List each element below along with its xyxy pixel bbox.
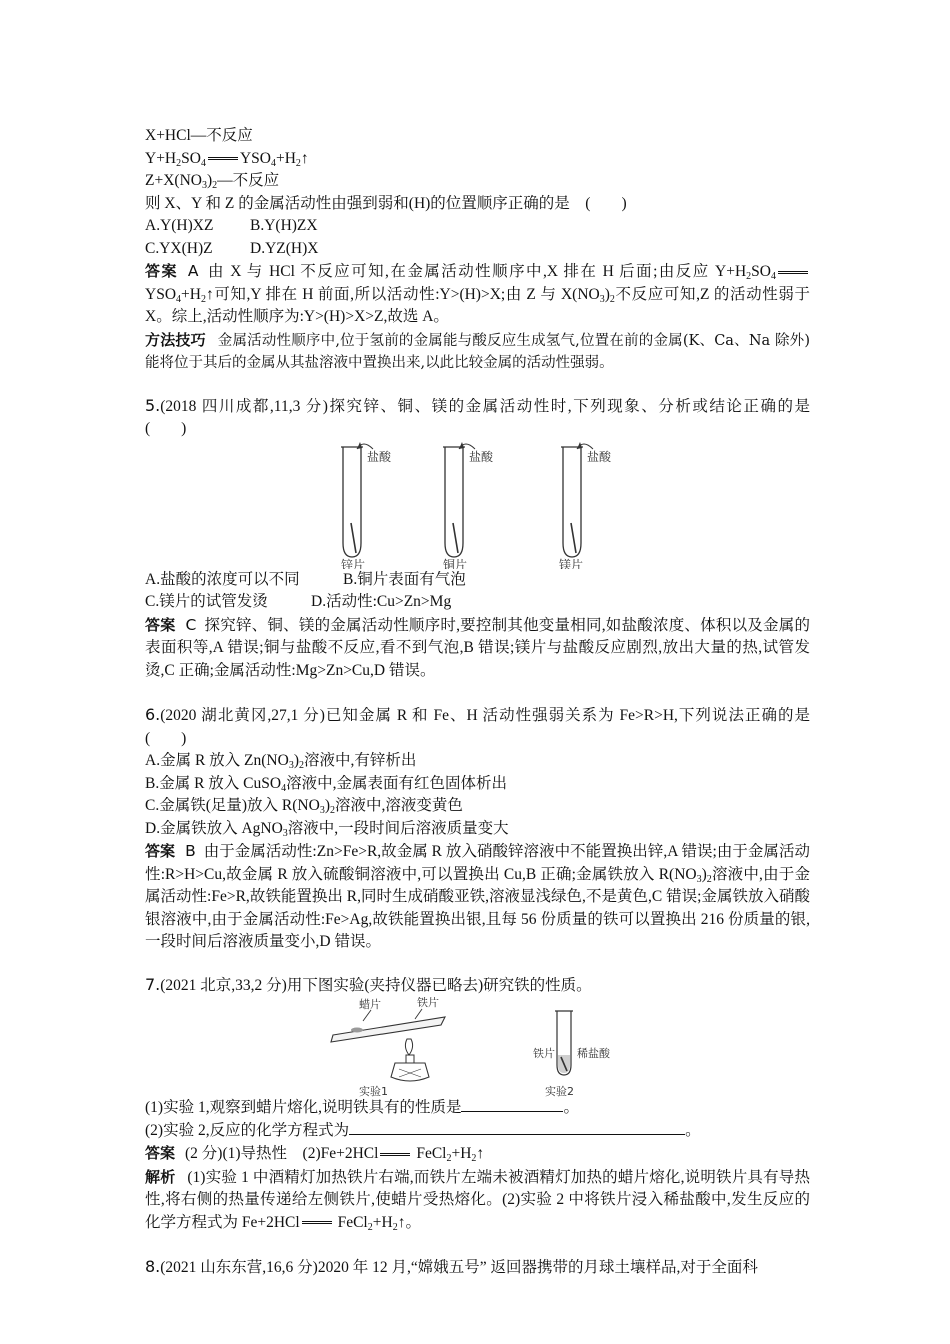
wax-label: 蜡片 xyxy=(359,998,381,1011)
options-row-1 xyxy=(145,215,810,238)
question-stem: 5.(2018 四川成都,11,3 分)探究锌、铜、镁的金属活动性时,下列现象、分析或结论正确的是 ( ) xyxy=(145,395,826,437)
options-row-2 xyxy=(145,591,810,614)
magnesium-label: 镁片 xyxy=(559,557,584,569)
analysis-label: 解析 xyxy=(145,1167,176,1186)
test-tube-magnesium xyxy=(559,442,612,569)
answer-block: 答案 (2 分)(1)导热性 (2)Fe+2HCl $FeCl_2+H_2↑$ xyxy=(145,1144,485,1164)
option-a: A.Y(H)XZ xyxy=(145,217,214,234)
copper-label: 铜片 xyxy=(443,557,468,569)
experiment-figure xyxy=(145,997,810,1097)
option-c: C.金属铁(足量)放入 $R(NO_3)_2$溶液中,溶液变黄色 xyxy=(145,797,463,816)
exp1-label: 实验1 xyxy=(359,1085,388,1097)
tip-label: 方法技巧 xyxy=(145,330,206,349)
iron-sheet-label: 铁片 xyxy=(417,997,439,1009)
question-number: 8. xyxy=(145,1257,161,1276)
method-tip: 方法技巧 金属活动性顺序中,位于氢前的金属能与酸反应生成氢气,位置在前的金属(K、Ca、Na 除外)能将位于其后的金属从其盐溶液中置换出来,以此比较金属的活动性强弱。 xyxy=(145,330,810,371)
acid-label: 盐酸 xyxy=(367,449,392,464)
acid-label: 盐酸 xyxy=(469,449,494,464)
question-stem: 则 X、Y 和 Z 的金属活动性由强到弱和(H)的位置顺序正确的是 ( ) xyxy=(145,194,627,212)
sub-question-2: (2)实验 2,反应的化学方程式为 。 xyxy=(145,1121,701,1139)
question-8 xyxy=(145,1256,810,1280)
answer-label: 答案 xyxy=(145,842,176,860)
test-tubes-diagram xyxy=(145,441,810,569)
acid-label: 盐酸 xyxy=(587,449,612,464)
option-c: C.YX(H)Z xyxy=(145,239,213,257)
question-7 xyxy=(145,974,810,1235)
experiment-1 xyxy=(331,997,445,1097)
answer-block: 答案 B 由于金属活动性:Zn>Fe>R,故金属 R 放入硝酸锌溶液中不能置换出锌,A 错误;由于金属活动性:R>H>Cu,故金属 R 放入硫酸铜溶液中,可以置换出 Cu,B 正确;金属铁放入 $R(NO_3)_2$溶液中,由于金属活动性:Fe>R,故铁能置换出 R,同时生成硝酸亚铁,溶液显浅绿色,不是黄色,C 错误;金属铁放入硝酸银溶液中,由于金属活动性:Fe>Ag,故铁能置换出银,且每 56 份质量的铁可以置换出 216 份质量的银,一段时间后溶液质量变小,D 错误。 xyxy=(145,842,810,950)
question-source: (2020 湖北黄冈,27,1 分) xyxy=(160,707,325,724)
option-b: B.Y(H)ZX xyxy=(250,217,318,234)
answer-label: 答案 xyxy=(145,1144,176,1162)
answer-label: 答案 xyxy=(145,615,176,634)
answer-blank-1[interactable] xyxy=(461,1097,563,1112)
option-d: D.YZ(H)X xyxy=(250,239,319,257)
dilute-acid-label: 稀盐酸 xyxy=(577,1047,610,1060)
question-source: (2021 北京,33,2 分) xyxy=(160,976,287,994)
question-6 xyxy=(145,704,826,954)
question-4 xyxy=(145,125,810,375)
test-tube-copper xyxy=(443,442,494,569)
answer-letter: A xyxy=(187,262,199,280)
reaction-line-2: $Y+H_2SO_4$ $YSO_4+H_2↑$ xyxy=(145,149,309,169)
test-tube-figure xyxy=(145,441,810,569)
answer-block: 答案 C 探究锌、铜、镁的金属活动性顺序时,要控制其他变量相同,如盐酸浓度、体积以及金属的表面积等,A 错误;铜与盐酸不反应,看不到气泡,B 错误;镁片与盐酸反应剧烈,放出大量的热,试管发烫,C 正确;金属活动性:Mg>Zn>Cu,D 错误。 xyxy=(145,615,810,679)
question-number: 6. xyxy=(145,705,161,724)
question-number: 5. xyxy=(145,395,161,415)
sub-question-1: (1)实验 1,观察到蜡片熔化,说明铁具有的性质是 。 xyxy=(145,1099,579,1116)
options-row-2 xyxy=(145,238,810,261)
analysis-block: 解析 (1)实验 1 中酒精灯加热铁片右端,而铁片左端未被酒精灯加热的蜡片熔化,说明铁片具有导热性,将右侧的热量传递给左侧铁片,使蜡片受热熔化。(2)实验 2 中将铁片浸入稀盐酸中,发生反应的化学方程式为 Fe+2HCl $FeCl_2+H_2↑$。 xyxy=(145,1167,810,1233)
question-number: 7. xyxy=(145,974,161,994)
reaction-line-1: X+HCl—不反应 xyxy=(145,127,253,144)
option-a: A.盐酸的浓度可以不同 xyxy=(145,570,300,588)
question-stem: 7.(2021 北京,33,2 分)用下图实验(夹持仪器已略去)研究铁的性质。 xyxy=(145,974,592,994)
answer-label: 答案 xyxy=(145,262,178,280)
question-stem: 8.(2021 山东东营,16,6 分)2020 年 12 月,“嫦娥五号” 返回器携带的月球土壤样品,对于全面科 xyxy=(145,1257,758,1276)
option-c: C.镁片的试管发烫 xyxy=(145,593,268,610)
question-source: (2021 山东东营,16,6 分) xyxy=(160,1259,318,1276)
experiment-diagram xyxy=(145,997,810,1097)
option-b: B.铜片表面有气泡 xyxy=(343,570,466,588)
iron-label: 铁片 xyxy=(533,1047,555,1060)
test-tube-zinc xyxy=(341,442,392,569)
exp2-label: 实验2 xyxy=(545,1085,574,1097)
content xyxy=(145,125,826,1280)
question-5 xyxy=(145,395,826,683)
option-b: B.金属 R 放入 CuSO$_4$溶液中,金属表面有红色固体析出 xyxy=(145,774,507,794)
question-source: (2018 四川成都,11,3 分) xyxy=(160,397,328,415)
option-a: A.金属 R 放入 $Zn(NO_3)_2$溶液中,有锌析出 xyxy=(145,752,417,771)
zinc-label: 锌片 xyxy=(341,557,366,569)
option-d: D.活动性:Cu>Zn>Mg xyxy=(311,593,452,610)
answer-letter: C xyxy=(185,615,197,634)
experiment-2 xyxy=(533,1011,611,1097)
reaction-line-3: $Z+X(NO_3)_2—$不反应 xyxy=(145,172,280,191)
answer-letter: B xyxy=(185,842,196,860)
options-row-1 xyxy=(145,569,810,592)
answer-blank-2[interactable] xyxy=(349,1120,685,1135)
answer-block: 答案 A 由 X 与 HCl 不反应可知,在金属活动性顺序中,X 排在 H 后面;由反应 $Y+H_2SO_4$ $YSO_4+H_2↑$可知,Y 排在 H 前面,所以活动性:Y>(H)>X;由 Z 与 $X(NO_3)_2$不反应可知,Z 的活动性弱于 X。综上,活动性顺序为:Y>(H)>X>Z,故选 A。 xyxy=(145,262,810,325)
question-stem: 6.(2020 湖北黄冈,27,1 分)已知金属 R 和 Fe、H 活动性强弱关系为 Fe>R>H,下列说法正确的是 ( ) xyxy=(145,705,826,747)
option-d: D.金属铁放入 AgNO$_3$溶液中,一段时间后溶液质量变大 xyxy=(145,819,509,839)
